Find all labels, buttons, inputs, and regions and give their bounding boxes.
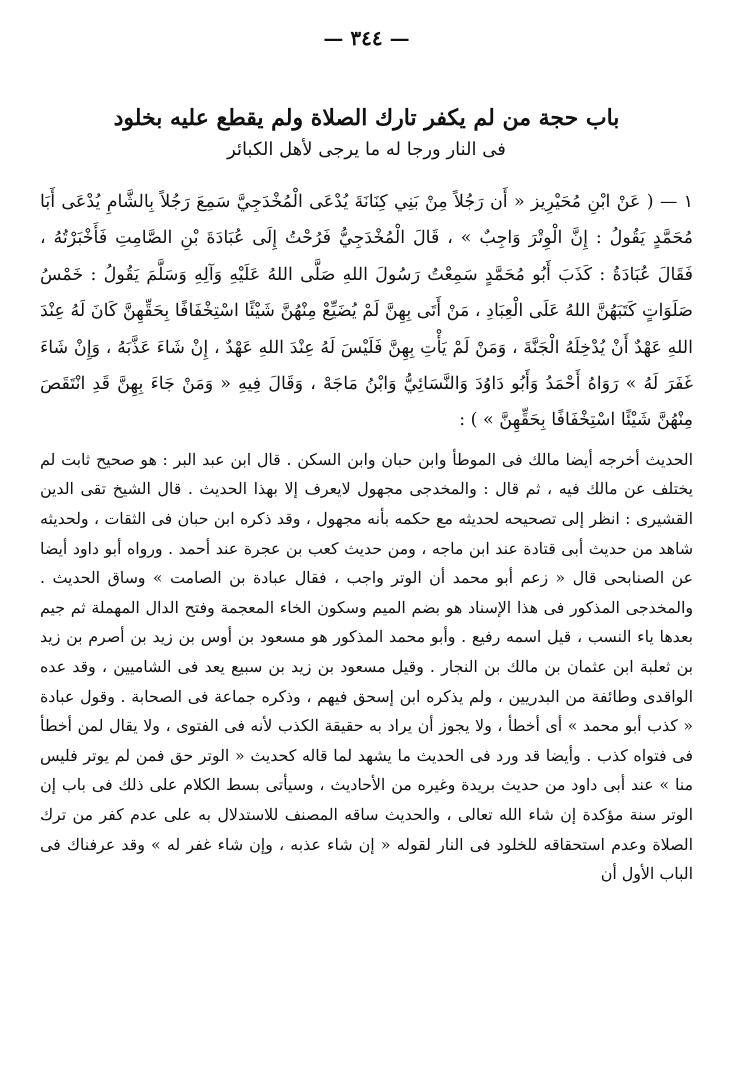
page-number: — ٣٤٤ — (323, 26, 410, 50)
chapter-subtitle: فى النار ورجا له ما يرجى لأهل الكبائر (227, 139, 506, 160)
hadith-text: ١ — ( عَنْ ابْنِ مُحَيْرِيز « أَن رَجُلاً مِنْ بَنِي كِنَانَةَ يُدْعَى الْمُخْدَجِيَّ سَمِعَ رَجُلاً بِالشَّامِ يُدْعَى أَبَا مُحَمَّدٍ يَقُولُ : إِنَّ الْوِتْرَ وَاجِبٌ » ، قَالَ الْمُخْدَجِيُّ فَرُحْتُ إِلَى عُبَادَةَ بْنِ الصَّامِتِ فَأَخْبَرْتُهُ ، فَقَالَ عُبَادَةُ : كَذَبَ أَبُو مُحَمَّدٍ سَمِعْتُ رَسُولَ اللهِ صَلَّى اللهُ عَلَيْهِ وَآلِهِ وَسَلَّمَ يَقُولُ : خَمْسُ صَلَوَاتٍ كَتَبَهُنَّ اللهُ عَلَى الْعِبَادِ ، مَنْ أَتَى بِهِنَّ لَمْ يُضَيِّعْ مِنْهُنَّ شَيْئًا اسْتِخْفَافًا بِحَقِّهِنَّ كَانَ لَهُ عِنْدَ اللهِ عَهْدٌ أَنْ يُدْخِلَهُ الْجَنَّةَ ، وَمَنْ لَمْ يَأْتِ بِهِنَّ فَلَيْسَ لَهُ عِنْدَ اللهِ عَهْدٌ ، إِنْ شَاءَ عَذَّبَهُ ، وَإِنْ شَاءَ غَفَرَ لَهُ » رَوَاهُ أَحْمَدُ وَأَبُو دَاوُدَ وَالنَّسَائِيُّ وَابْنُ مَاجَهْ ، وَقَالَ فِيهِ « وَمَنْ جَاءَ بِهِنَّ قَدِ انْتَقَصَ مِنْهُنَّ شَيْئًا اسْتِخْفَافًا بِحَقِّهِنَّ » ) : (40, 192, 693, 431)
commentary-paragraph: الحديث أخرجه أيضا مالك فى الموطأ وابن حبان وابن السكن . قال ابن عبد البر : هو صحيح ثابت لم يختلف عن مالك فيه ، ثم قال : والمخدجى مجهول لايعرف إلا بهذا الحديث . قال الشيخ تقى الدين القشيرى : انظر إلى تصحيحه لحديثه مع حكمه بأنه مجهول ، وقد ذكره ابن حبان فى الثقات ، ولحديثه شاهد من حديث أبى قتادة عند ابن ماجه ، ومن حديث كعب بن عجرة عند أحمد . ورواه أبو داود أيضا عن الصنابحى قال « زعم أبو محمد أن الوتر واجب ، فقال عبادة بن الصامت » وساق الحديث . والمخدجى المذكور فى هذا الإسناد هو بضم الميم وسكون الخاء المعجمة وفتح الدال المهملة ثم جيم بعدها ياء النسب ، قيل اسمه رفيع . وأبو محمد المذكور هو مسعود بن أوس بن زيد بن أصرم بن زيد بن ثعلبة ابن عثمان بن مالك بن النجار . وقيل مسعود بن زيد بن سبيع يعد فى الشاميين ، وقد عده الواقدى وطائفة من البدريين ، ولم يذكره ابن إسحق فيهم ، وذكره جماعة فى الصحابة . وقول عبادة « كذب أبو محمد » أى أخطأ ، ولا يجوز أن يراد به حقيقة الكذب لأنه فى الفتوى ، ولا يقال لمن أخطأ فى فتواه كذب . وأيضا قد ورد فى الحديث ما يشهد لما قاله كحديث « الوتر حق فمن لم يوتر فليس منا » عند أبى داود من حديث بريدة وغيره من الأحاديث ، وسيأتى بسط الكلام على ذلك فى باب إن الوتر سنة مؤكدة إن شاء الله تعالى ، والحديث ساقه المصنف للاستدلال به على عدم كفر من ترك الصلاة وعدم استحقاقه للخلود فى النار لقوله « إن شاء عذبه ، وإن شاء غفر له » وقد عرفناك فى الباب الأول أن (40, 449, 693, 884)
chapter-title: باب حجة من لم يكفر تارك الصلاة ولم يقطع عليه بخلود (113, 105, 620, 131)
